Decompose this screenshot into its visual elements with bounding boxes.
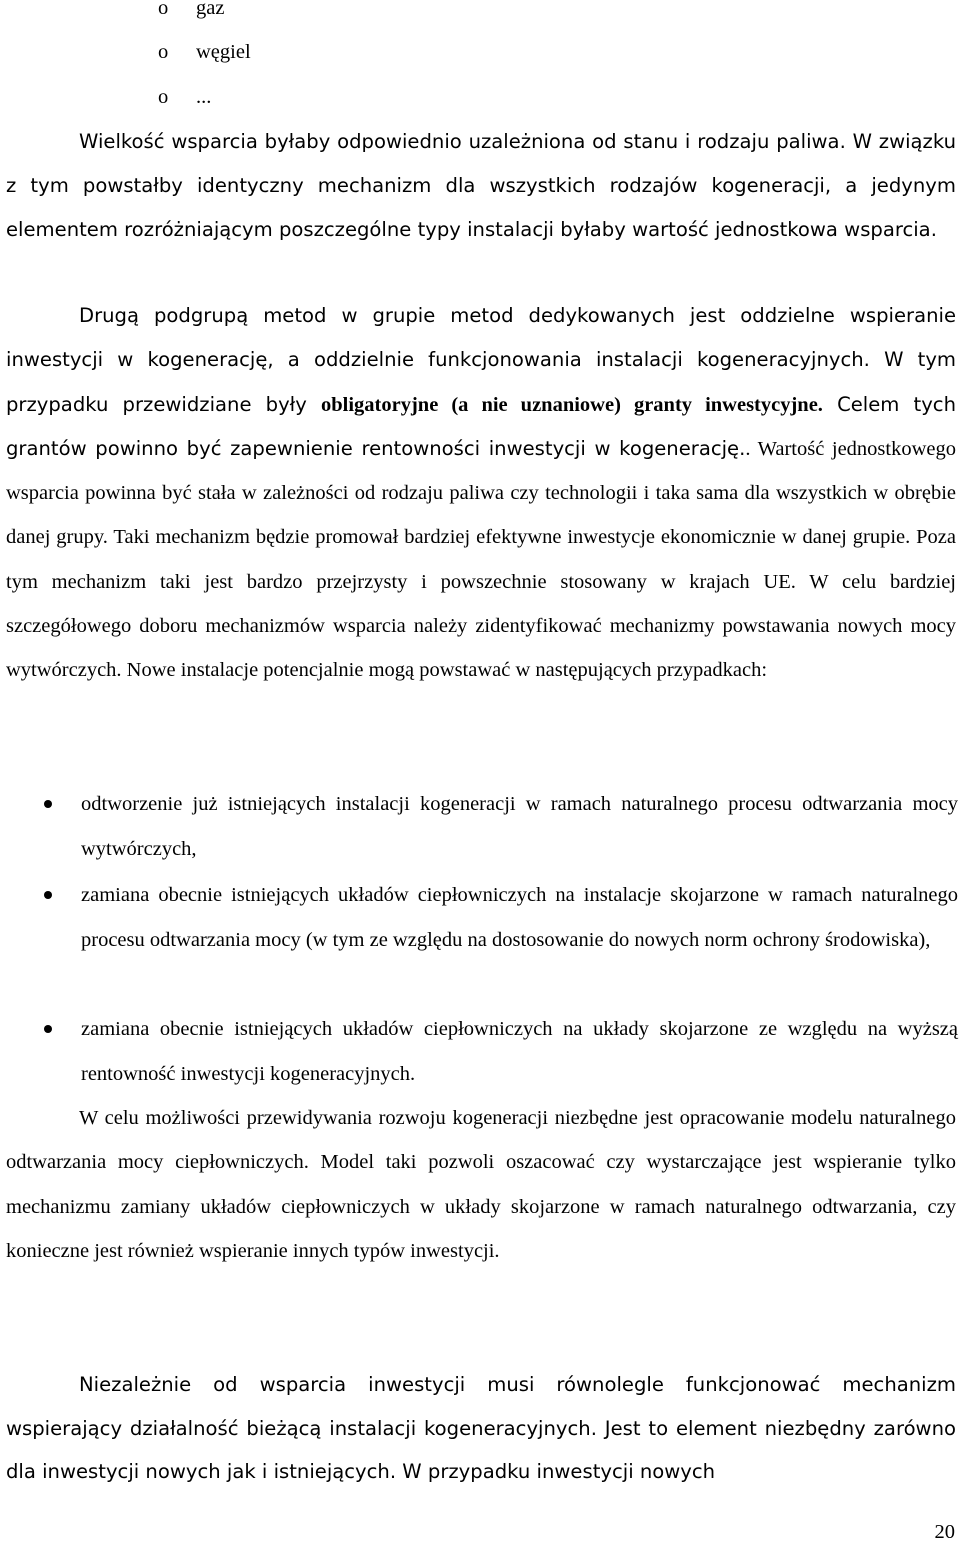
paragraph-model: W celu możliwości przewidywania rozwoju kogeneracji niezbędne jest opracowanie modelu naturalnego odtwarzania mocy ciepłowniczych. Model taki pozwoli oszacować czy wystarczające jest wspieranie tylko mechanizmu zamiany układów ciepłowniczych w układy skojarzone w ramach naturalnego odtwarzania, czy konieczne jest również wspieranie innych typów inwestycji. <box>6 1107 956 1262</box>
bullet-text: zamiana obecnie istniejących układów ciepłowniczych na instalacje skojarzone w ramach naturalnego procesu odtwarzania mocy (w tym ze względu na dostosowanie do nowych norm ochrony środowiska), <box>81 884 958 951</box>
bullet-dot-icon <box>44 800 52 808</box>
circle-bullet-icon: o <box>158 41 169 63</box>
list-item-text: węgiel <box>196 41 251 63</box>
paragraph-support-value: Wielkość wsparcia byłaby odpowiednio uzależniona od stanu i rodzaju paliwa. W związku z tym powstałby identyczny mechanizm dla wszystkich rodzajów kogeneracji, a jedynym elementem rozróżniającym poszczególne typy instalacji byłaby wartość jednostkowa wsparcia. <box>6 130 956 242</box>
bullet-text: odtworzenie już istniejących instalacji kogeneracji w ramach naturalnego procesu odtwarzania mocy wytwórczych, <box>81 793 958 860</box>
bold-emphasis: obligatoryjne (a nie uznaniowe) granty inwestycyjne. <box>321 393 823 416</box>
list-item-text: ... <box>196 86 212 108</box>
circle-bullet-icon: o <box>158 86 169 108</box>
bullet-dot-icon <box>44 1025 52 1033</box>
bullet-item <box>40 782 958 871</box>
page-number: 20 <box>934 1521 955 1543</box>
circle-bullet-icon: o <box>158 0 169 19</box>
list-item-text: gaz <box>196 0 225 19</box>
bullet-text: zamiana obecnie istniejących układów ciepłowniczych na układy skojarzone ze względu na wyższą rentowność inwestycji kogeneracyjnych. <box>81 1018 958 1085</box>
bullet-item <box>40 873 958 962</box>
paragraph-operating-support: Niezależnie od wsparcia inwestycji musi równolegle funkcjonować mechanizm wspierający działalność bieżącą instalacji kogeneracyjnych. Jest to element niezbędny zarówno dla inwestycji nowych jak i istniejących. W przypadku inwestycji nowych <box>6 1373 956 1484</box>
bullet-item <box>40 1007 958 1096</box>
paragraph-investment-grants: Drugą podgrupą metod w grupie metod dedykowanych jest oddzielne wspieranie inwestycji w kogenerację, a oddzielnie funkcjonowania instalacji kogeneracyjnych. W tym przypadku przewidziane były obligatoryjne (a nie uznaniowe) granty inwestycyjne. Celem tych grantów powinno być zapewnienie rentowności inwestycji w kogenerację.. Wartość jednostkowego wsparcia powinna być stała w zależności od rodzaju paliwa czy technologii i taka sama dla wszystkich w obrębie danej grupy. Taki mechanizm będzie promował bardziej efektywne inwestycje ekonomicznie w danej grupie. Poza tym mechanizm taki jest bardzo przejrzysty i powszechnie stosowany w krajach UE. W celu bardziej szczegółowego doboru mechanizmów wsparcia należy zidentyfikować mechanizmy powstawania nowych mocy wytwórczych. Nowe instalacje potencjalnie mogą powstawać w następujących przypadkach: <box>6 304 957 682</box>
bullet-dot-icon <box>44 891 52 899</box>
